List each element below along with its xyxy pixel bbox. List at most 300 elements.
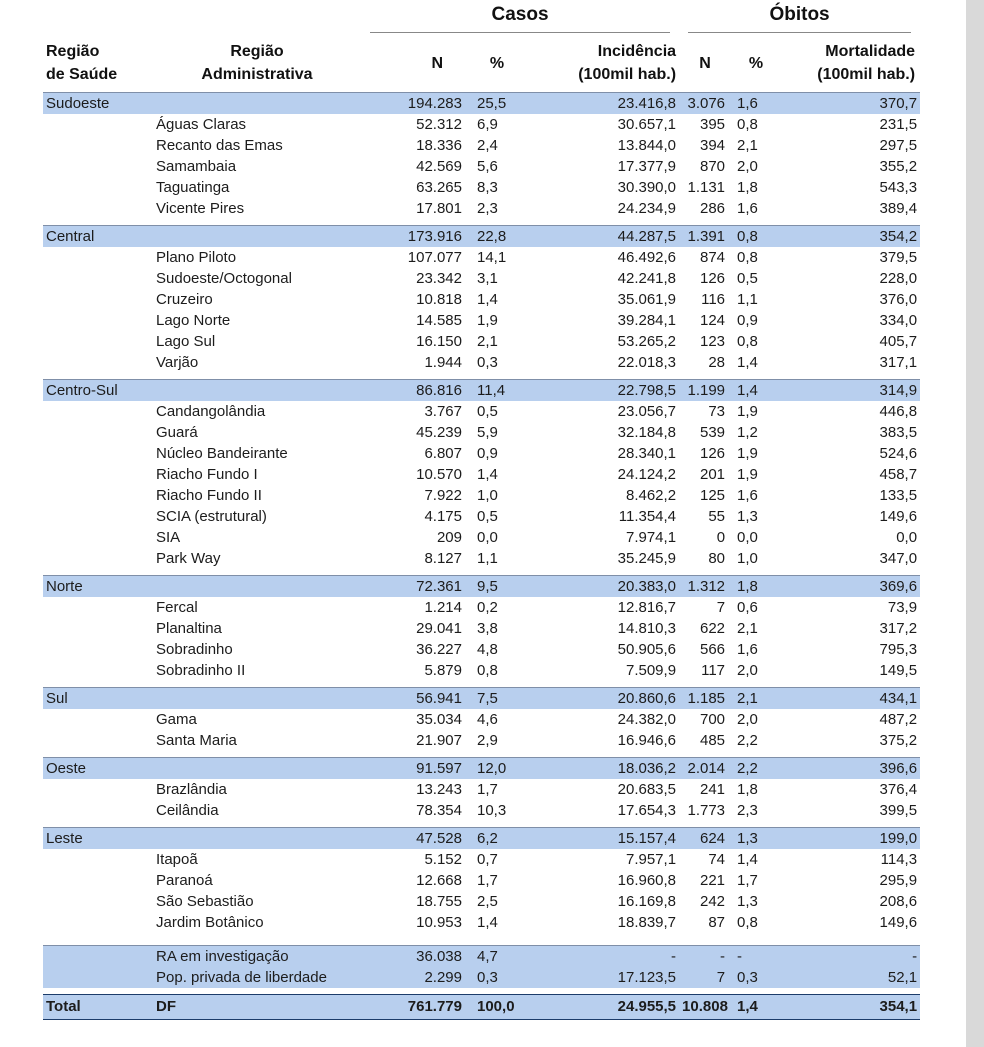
table-row: [43, 177, 920, 198]
regiao-saude-empty: [43, 597, 153, 618]
casos-n: 5.152: [424, 851, 462, 868]
mortalidade: 231,5: [879, 116, 918, 133]
group-header-row: [43, 0, 920, 34]
regiao-admin-name: Sobradinho II: [156, 662, 246, 679]
table-row: [43, 247, 920, 268]
region-summary-row: [43, 379, 920, 401]
incidencia: 7.974,1: [625, 529, 677, 546]
casos-pct-header: %: [489, 54, 505, 72]
regiao-admin-line1: Região: [230, 43, 284, 60]
obitos-n: 241: [700, 781, 726, 798]
incidencia: 7.957,1: [625, 851, 677, 868]
casos-n: 18.336: [416, 137, 462, 154]
casos-pct: 4,7: [465, 945, 529, 967]
table-row: [43, 800, 920, 821]
incidencia: 44.287,5: [529, 225, 679, 247]
mortalidade: 399,5: [879, 802, 918, 819]
regiao-admin-name: Paranoá: [156, 872, 213, 889]
table-row: [43, 289, 920, 310]
mortalidade: 376,4: [879, 781, 918, 798]
regiao-saude-empty: [43, 289, 153, 310]
regiao-saude-empty: [43, 135, 153, 156]
regiao-admin-name: RA em investigação: [153, 945, 361, 967]
table-row: [43, 849, 920, 870]
obitos-pct: 1,9: [737, 403, 758, 420]
obitos-n: 624: [679, 827, 731, 849]
incidencia: 22.018,3: [617, 354, 677, 371]
obitos-pct: 0,0: [737, 529, 758, 546]
mortalidade: 354,2: [781, 225, 920, 247]
obitos-n: 394: [700, 137, 726, 154]
right-border: [966, 0, 984, 1047]
obitos-n: 201: [700, 466, 726, 483]
casos-n: 35.034: [416, 711, 462, 728]
regiao-saude-empty: [43, 331, 153, 352]
region-summary-row: [43, 575, 920, 597]
obitos-n: 700: [700, 711, 726, 728]
casos-n: 78.354: [416, 802, 462, 819]
mortalidade: 396,6: [781, 757, 920, 779]
regiao-admin-name: Varjão: [156, 354, 199, 371]
casos-n: 36.227: [416, 641, 462, 658]
casos-n: 36.038: [361, 945, 465, 967]
regiao-saude-empty: [43, 660, 153, 681]
regiao-saude-empty: [43, 967, 153, 988]
mortalidade: 317,2: [879, 620, 918, 637]
obitos-n: 28: [708, 354, 726, 371]
regiao-admin-name: Vicente Pires: [156, 200, 245, 217]
mortalidade: 389,4: [879, 200, 918, 217]
table-row: [43, 135, 920, 156]
incidencia: 8.462,2: [625, 487, 677, 504]
incidencia: 17.654,3: [617, 802, 677, 819]
casos-pct: 0,0: [477, 529, 498, 546]
mortalidade: 114,3: [880, 851, 918, 868]
regiao-admin-empty: [153, 687, 361, 709]
mortalidade: 228,0: [879, 270, 918, 287]
obitos-n: 870: [700, 158, 726, 175]
mortalidade: 487,2: [879, 711, 918, 728]
casos-n: 4.175: [424, 508, 462, 525]
regiao-admin-empty: [153, 379, 361, 401]
casos-n: 86.816: [361, 379, 465, 401]
casos-n: 63.265: [416, 179, 462, 196]
obitos-pct: 1,4: [731, 379, 781, 401]
obitos-n: 116: [701, 291, 726, 308]
obitos-pct: 2,0: [737, 662, 758, 679]
table-body: [43, 92, 920, 1020]
casos-pct: 0,8: [477, 662, 498, 679]
regiao-saude-empty: [43, 709, 153, 730]
obitos-n: 2.014: [679, 757, 731, 779]
casos-pct: 5,9: [477, 424, 498, 441]
casos-pct: 1,4: [477, 291, 498, 308]
regiao-admin-empty: [153, 827, 361, 849]
obitos-n: 221: [700, 872, 726, 889]
regiao-saude-empty: [43, 247, 153, 268]
casos-pct: 4,6: [477, 711, 498, 728]
regiao-saude-empty: [43, 352, 153, 373]
regiao-saude-empty: [43, 177, 153, 198]
incidencia: 23.056,7: [617, 403, 677, 420]
incidencia-line1: Incidência: [597, 43, 677, 60]
extra-row: [43, 945, 920, 967]
regiao-saude-empty: [43, 198, 153, 219]
incidencia: 20.683,5: [617, 781, 677, 798]
region-summary-row: [43, 687, 920, 709]
incidencia: 7.509,9: [625, 662, 677, 679]
incidencia: 24.382,0: [617, 711, 677, 728]
obitos-pct: 0,8: [731, 225, 781, 247]
table-row: [43, 709, 920, 730]
mortalidade: 52,1: [781, 967, 920, 988]
regiao-admin-name: Taguatinga: [156, 179, 230, 196]
obitos-n: 1.131: [687, 179, 726, 196]
incidencia: 16.946,6: [617, 732, 677, 749]
regiao-admin-empty: [153, 757, 361, 779]
table-row: [43, 485, 920, 506]
casos-pct: 5,6: [477, 158, 498, 175]
mortalidade: 149,6: [879, 508, 918, 525]
incidencia: 16.169,8: [617, 893, 677, 910]
mortalidade: 375,2: [879, 732, 918, 749]
obitos-pct: 1,6: [737, 487, 758, 504]
regiao-saude-empty: [43, 730, 153, 751]
casos-pct: 0,9: [477, 445, 498, 462]
casos-label: Casos: [370, 4, 670, 33]
obitos-pct: 1,3: [737, 508, 758, 525]
obitos-pct-header: %: [748, 54, 764, 72]
obitos-pct: 1,6: [737, 200, 758, 217]
casos-n: 3.767: [424, 403, 462, 420]
casos-pct: 8,3: [477, 179, 498, 196]
incidencia: 35.245,9: [617, 550, 677, 567]
regiao-saude-empty: [43, 618, 153, 639]
mortalidade: 149,5: [879, 662, 918, 679]
obitos-header: [679, 0, 920, 34]
incidencia: -: [529, 945, 679, 967]
mortalidade: 543,3: [879, 179, 918, 196]
casos-pct: 14,1: [477, 249, 507, 266]
mortalidade-line1: Mortalidade: [825, 43, 916, 60]
regiao-saude-name: Central: [43, 225, 153, 247]
table-row: [43, 618, 920, 639]
casos-n: 21.907: [416, 732, 462, 749]
regiao-saude-empty: [43, 268, 153, 289]
obitos-n: 485: [700, 732, 726, 749]
mortalidade: -: [781, 945, 920, 967]
casos-n: 91.597: [361, 757, 465, 779]
mortalidade: 355,2: [879, 158, 918, 175]
regiao-admin-name: Riacho Fundo II: [156, 487, 262, 504]
casos-n: 13.243: [416, 781, 462, 798]
table-row: [43, 597, 920, 618]
casos-n: 14.585: [416, 312, 462, 329]
obitos-pct: 1,8: [731, 575, 781, 597]
regiao-admin-name: Sobradinho: [156, 641, 233, 658]
regiao-admin-name: Águas Claras: [156, 116, 247, 133]
mortalidade: 0,0: [896, 529, 918, 546]
casos-pct: 11,4: [465, 379, 529, 401]
casos-n: 17.801: [416, 200, 462, 217]
regiao-saude-empty: [43, 114, 153, 135]
casos-n: 1.944: [424, 354, 462, 371]
obitos-pct: 2,3: [737, 802, 758, 819]
mortalidade-line2: (100mil hab.): [817, 66, 916, 83]
casos-pct: 3,1: [477, 270, 498, 287]
obitos-n: 80: [708, 550, 726, 567]
incidencia: 35.061,9: [617, 291, 677, 308]
obitos-pct: 0,8: [737, 333, 758, 350]
incidencia: 50.905,6: [617, 641, 677, 658]
casos-n: 7.922: [424, 487, 462, 504]
regiao-saude-empty: [43, 527, 153, 548]
obitos-n: 1.312: [679, 575, 731, 597]
mortalidade: 434,1: [781, 687, 920, 709]
incidencia: 20.383,0: [529, 575, 679, 597]
regiao-admin-line2: Administrativa: [201, 66, 313, 83]
casos-n: 52.312: [416, 116, 462, 133]
obitos-n: 395: [700, 116, 726, 133]
casos-pct: 0,5: [477, 403, 498, 420]
incidencia: 18.839,7: [617, 914, 677, 931]
table-row: [43, 660, 920, 681]
casos-n: 16.150: [416, 333, 462, 350]
regiao-admin-name: Lago Sul: [156, 333, 216, 350]
casos-pct: 1,7: [477, 872, 498, 889]
regiao-saude-empty: [43, 800, 153, 821]
casos-pct: 1,9: [477, 312, 498, 329]
incidencia: 30.390,0: [617, 179, 677, 196]
casos-pct: 6,9: [477, 116, 498, 133]
casos-pct: 1,4: [477, 914, 498, 931]
obitos-n: 125: [700, 487, 726, 504]
obitos-pct: 1,0: [737, 550, 758, 567]
obitos-pct: 1,8: [737, 179, 758, 196]
regiao-saude-empty: [43, 891, 153, 912]
obitos-pct: 0,8: [737, 914, 758, 931]
casos-pct: 2,1: [477, 333, 498, 350]
casos-n: 10.570: [416, 466, 462, 483]
casos-n: 6.807: [424, 445, 462, 462]
regiao-admin-name: Pop. privada de liberdade: [153, 967, 361, 988]
casos-header: [361, 0, 679, 34]
table-row: [43, 268, 920, 289]
casos-n: 209: [436, 529, 462, 546]
obitos-n: 73: [708, 403, 726, 420]
obitos-pct: 1,9: [737, 466, 758, 483]
regiao-saude-empty: [43, 912, 153, 933]
mortalidade: 297,5: [879, 137, 918, 154]
table-row: [43, 422, 920, 443]
obitos-pct: 1,4: [731, 994, 781, 1020]
obitos-pct: 0,8: [737, 249, 758, 266]
regiao-saude-empty: [43, 156, 153, 177]
regiao-saude-header: [43, 34, 153, 92]
regiao-admin-name: SCIA (estrutural): [156, 508, 267, 525]
regiao-admin-name: Plano Piloto: [156, 249, 237, 266]
regiao-saude-empty: [43, 870, 153, 891]
regiao-saude-empty: [43, 464, 153, 485]
regiao-saude-name: Sul: [43, 687, 153, 709]
casos-n: 10.818: [416, 291, 462, 308]
obitos-n: 126: [700, 445, 726, 462]
mortalidade: 458,7: [879, 466, 918, 483]
mortalidade: 208,6: [879, 893, 918, 910]
obitos-pct: 1,6: [737, 641, 758, 658]
table-row: [43, 352, 920, 373]
incidencia: 24.124,2: [617, 466, 677, 483]
casos-n: 23.342: [416, 270, 462, 287]
incidencia-header: [529, 34, 679, 92]
mortalidade: 295,9: [879, 872, 918, 889]
incidencia: 18.036,2: [529, 757, 679, 779]
mortalidade: 314,9: [781, 379, 920, 401]
obitos-n: 55: [708, 508, 726, 525]
casos-pct: 2,5: [477, 893, 498, 910]
table-row: [43, 527, 920, 548]
obitos-n: 1.185: [679, 687, 731, 709]
total-label: Total: [43, 994, 153, 1020]
casos-n: 8.127: [424, 550, 462, 567]
obitos-pct: 0,5: [737, 270, 758, 287]
casos-pct: 0,3: [465, 967, 529, 988]
incidencia: 46.492,6: [617, 249, 677, 266]
obitos-pct: 1,3: [737, 893, 758, 910]
regiao-saude-empty: [43, 422, 153, 443]
casos-n: 761.779: [361, 994, 465, 1020]
obitos-n: 10.808: [679, 994, 731, 1020]
casos-pct: 6,2: [465, 827, 529, 849]
obitos-n: 0: [716, 529, 726, 546]
casos-n: 47.528: [361, 827, 465, 849]
regiao-admin-name: Ceilândia: [156, 802, 219, 819]
obitos-pct: 2,2: [737, 732, 758, 749]
casos-pct: 100,0: [465, 994, 529, 1020]
empty-header: [43, 0, 153, 34]
casos-n: 56.941: [361, 687, 465, 709]
casos-n: 194.283: [361, 92, 465, 114]
incidencia: 24.234,9: [617, 200, 677, 217]
casos-n: 29.041: [416, 620, 462, 637]
casos-n: 72.361: [361, 575, 465, 597]
obitos-n: 123: [700, 333, 726, 350]
casos-n: 45.239: [416, 424, 462, 441]
casos-pct: 1,0: [477, 487, 498, 504]
casos-pct: 10,3: [477, 802, 507, 819]
table-row: [43, 310, 920, 331]
regiao-admin-name: Itapoã: [156, 851, 198, 868]
regiao-admin-name: Sudoeste/Octogonal: [156, 270, 292, 287]
incidencia: 20.860,6: [529, 687, 679, 709]
total-row: [43, 994, 920, 1020]
table-row: [43, 464, 920, 485]
regiao-admin-name: São Sebastião: [156, 893, 254, 910]
regiao-saude-line2: de Saúde: [46, 66, 118, 83]
casos-pct: 12,0: [465, 757, 529, 779]
table-row: [43, 639, 920, 660]
regiao-admin-empty: [153, 575, 361, 597]
regiao-admin-name: Jardim Botânico: [156, 914, 264, 931]
table-row: [43, 912, 920, 933]
regiao-saude-empty: [43, 506, 153, 527]
regiao-admin-name: Fercal: [156, 599, 198, 616]
obitos-pct: 0,8: [737, 116, 758, 133]
casos-n: 10.953: [416, 914, 462, 931]
mortalidade: 347,0: [879, 550, 918, 567]
table-row: [43, 331, 920, 352]
obitos-n: 74: [708, 851, 726, 868]
regiao-saude-name: Leste: [43, 827, 153, 849]
regiao-admin-name: Cruzeiro: [156, 291, 213, 308]
obitos-pct: 1,1: [737, 291, 758, 308]
table-row: [43, 156, 920, 177]
casos-pct: 2,3: [477, 200, 498, 217]
mortalidade: 369,6: [781, 575, 920, 597]
table-row: [43, 779, 920, 800]
mortalidade: 334,0: [879, 312, 918, 329]
casos-pct: 2,9: [477, 732, 498, 749]
regiao-saude-name: Centro-Sul: [43, 379, 153, 401]
empty-header: [153, 0, 361, 34]
mortalidade: 354,1: [781, 994, 920, 1020]
regiao-admin-name: Planaltina: [156, 620, 222, 637]
mortalidade: 405,7: [879, 333, 918, 350]
table-row: [43, 548, 920, 569]
table-row: [43, 730, 920, 751]
casos-n-header: N: [431, 54, 443, 72]
regiao-saude-empty: [43, 849, 153, 870]
obitos-n: 874: [700, 249, 726, 266]
incidencia: 17.377,9: [617, 158, 677, 175]
obitos-label: Óbitos: [688, 4, 911, 33]
obitos-pct: 1,6: [731, 92, 781, 114]
incidencia: 53.265,2: [617, 333, 677, 350]
obitos-pct: 1,4: [737, 851, 758, 868]
casos-n: 1.214: [424, 599, 462, 616]
obitos-pct: 2,1: [737, 137, 758, 154]
column-header-row: [43, 34, 920, 92]
incidencia: 22.798,5: [529, 379, 679, 401]
obitos-n: 566: [700, 641, 726, 658]
regiao-admin-header: [153, 34, 361, 92]
obitos-pct: -: [731, 945, 781, 967]
obitos-pct: 1,9: [737, 445, 758, 462]
obitos-pct: 1,3: [731, 827, 781, 849]
incidencia: 11.354,4: [618, 508, 677, 525]
regiao-saude-name: Sudoeste: [43, 92, 153, 114]
casos-pct: 0,5: [477, 508, 498, 525]
table-row: [43, 114, 920, 135]
regiao-admin-name: Gama: [156, 711, 197, 728]
incidencia: 30.657,1: [617, 116, 677, 133]
obitos-pct: 1,8: [737, 781, 758, 798]
casos-pct: 0,2: [477, 599, 498, 616]
casos-pct: 1,1: [477, 550, 498, 567]
table-row: [43, 443, 920, 464]
mortalidade: 383,5: [879, 424, 918, 441]
regiao-saude-empty: [43, 639, 153, 660]
casos-pct: 7,5: [465, 687, 529, 709]
regiao-admin-empty: [153, 92, 361, 114]
regiao-admin-name: Samambaia: [156, 158, 237, 175]
casos-n: 12.668: [416, 872, 462, 889]
mortalidade: 376,0: [879, 291, 918, 308]
obitos-n: 3.076: [679, 92, 731, 114]
regiao-admin-name: Santa Maria: [156, 732, 237, 749]
total-ra: DF: [153, 994, 361, 1020]
casos-pct: 3,8: [477, 620, 498, 637]
